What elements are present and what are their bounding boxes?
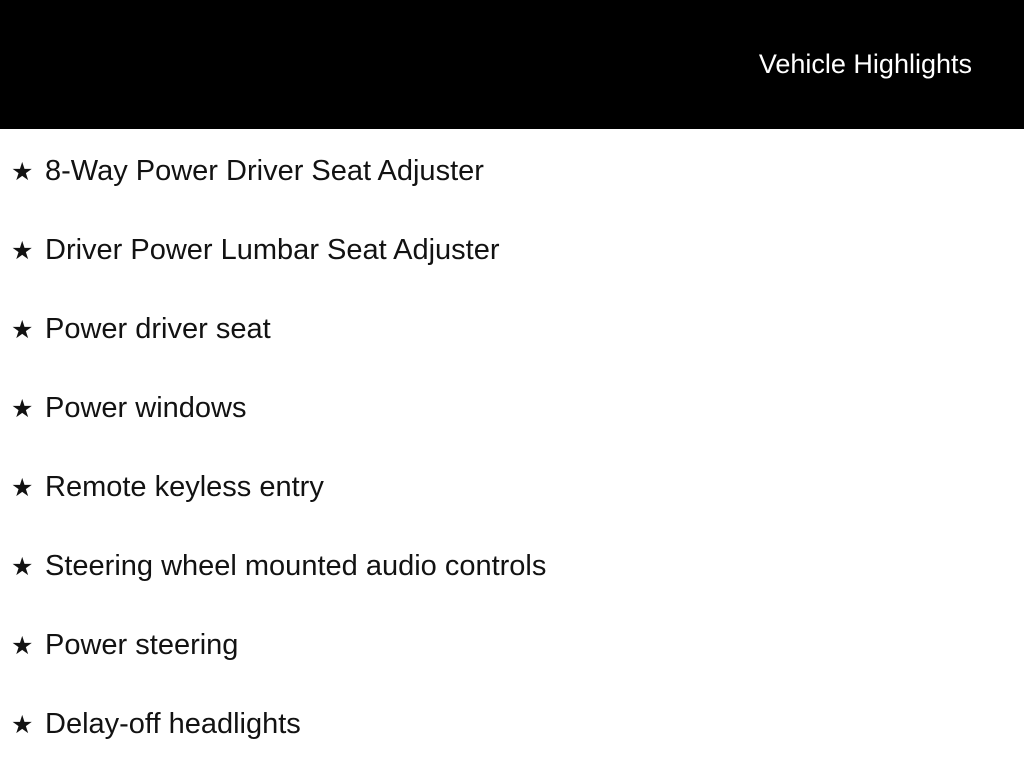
- star-bullet-icon: ★: [11, 157, 34, 186]
- list-item-label: 8-Way Power Driver Seat Adjuster: [45, 154, 484, 187]
- list-item: [11, 369, 1024, 448]
- list-item: [11, 606, 1024, 685]
- list-item: [11, 685, 1024, 764]
- list-item-label: Power steering: [45, 628, 239, 661]
- star-bullet-icon: ★: [11, 236, 34, 265]
- list-item: [11, 290, 1024, 369]
- star-bullet-icon: ★: [11, 394, 34, 423]
- list-item-label: Delay-off headlights: [45, 707, 301, 740]
- star-bullet-icon: ★: [11, 473, 34, 502]
- vehicle-feature-list: [0, 129, 1024, 764]
- list-item-label: Driver Power Lumbar Seat Adjuster: [45, 233, 500, 266]
- star-bullet-icon: ★: [11, 631, 34, 660]
- list-item: [11, 527, 1024, 606]
- list-item-label: Power driver seat: [45, 312, 271, 345]
- list-item-label: Remote keyless entry: [45, 470, 324, 503]
- list-item: [11, 132, 1024, 211]
- star-bullet-icon: ★: [11, 552, 34, 581]
- list-item: [11, 211, 1024, 290]
- star-bullet-icon: ★: [11, 710, 34, 739]
- list-item: [11, 448, 1024, 527]
- list-item-label: Power windows: [45, 391, 247, 424]
- star-bullet-icon: ★: [11, 315, 34, 344]
- header-bar: [0, 0, 1024, 129]
- page-title: Vehicle Highlights: [758, 49, 972, 79]
- list-item-label: Steering wheel mounted audio controls: [45, 549, 547, 582]
